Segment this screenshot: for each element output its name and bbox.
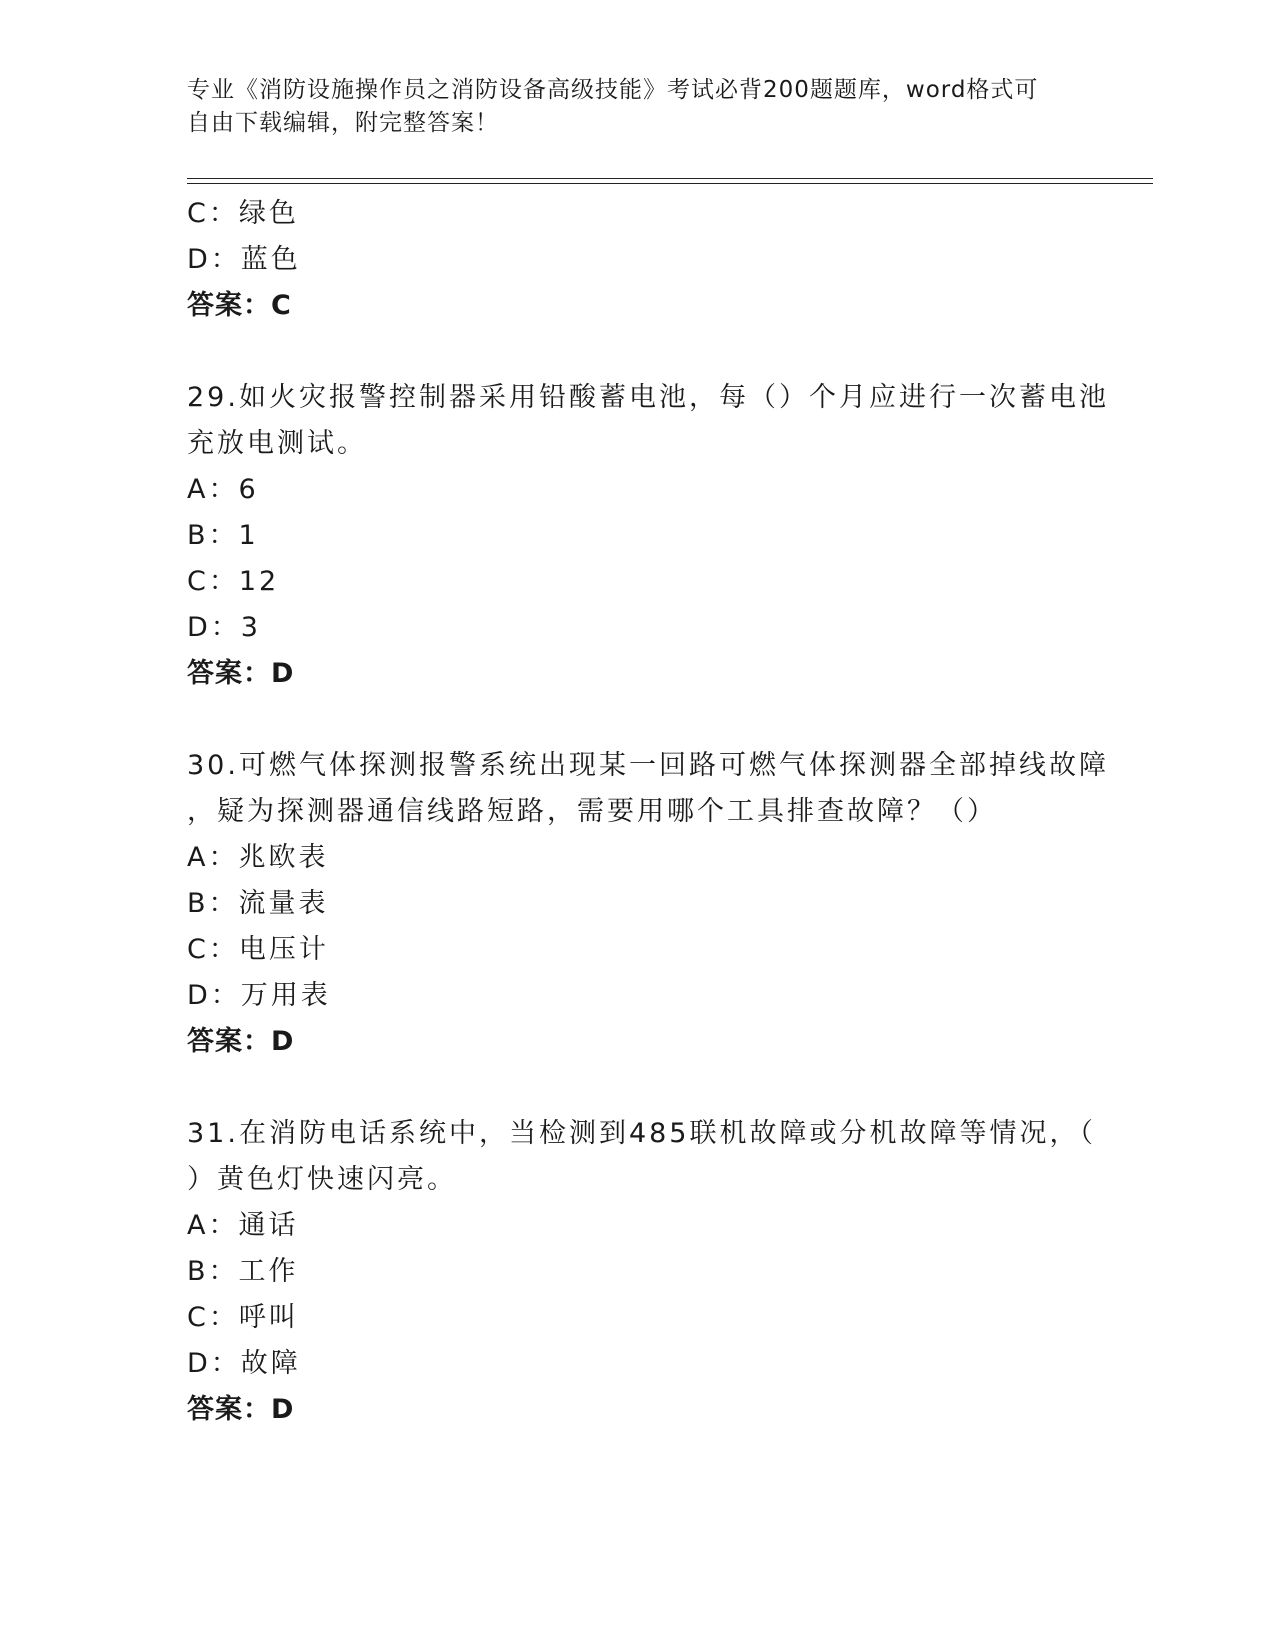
option-d: D：3 xyxy=(187,612,261,643)
header-line-2: 自由下载编辑，附完整答案！ xyxy=(187,110,499,136)
option-c: C：12 xyxy=(187,566,280,597)
option-d: D：蓝色 xyxy=(187,244,301,275)
spacer xyxy=(187,329,1087,375)
header-line-1: 专业《消防设施操作员之消防设备高级技能》考试必背200题题库，word格式可 xyxy=(187,77,1039,103)
question-31-text-line-1: 31.在消防电话系统中，当检测到485联机故障或分机故障等情况，（ xyxy=(187,1118,1096,1149)
question-29-text-line-2: 充放电测试。 xyxy=(187,428,367,459)
option-a: A：兆欧表 xyxy=(187,842,329,873)
page-header xyxy=(187,74,1067,140)
spacer xyxy=(187,697,1087,743)
option-c: C：绿色 xyxy=(187,198,299,229)
answer: 答案：D xyxy=(187,1026,295,1057)
question-30-text-line-2: ，疑为探测器通信线路短路，需要用哪个工具排查故障？（） xyxy=(187,796,997,827)
header-divider-top xyxy=(187,178,1153,179)
option-d: D：故障 xyxy=(187,1348,301,1379)
option-a: A：通话 xyxy=(187,1210,299,1241)
option-b: B：1 xyxy=(187,520,259,551)
question-31-text-line-2: ）黄色灯快速闪亮。 xyxy=(187,1164,457,1195)
option-d: D：万用表 xyxy=(187,980,331,1011)
header-divider-bottom xyxy=(187,183,1153,184)
answer: 答案：D xyxy=(187,1394,295,1425)
option-c: C：电压计 xyxy=(187,934,329,965)
question-30-text-line-1: 30.可燃气体探测报警系统出现某一回路可燃气体探测器全部掉线故障 xyxy=(187,750,1109,781)
answer: 答案：C xyxy=(187,290,292,321)
option-c: C：呼叫 xyxy=(187,1302,299,1333)
spacer xyxy=(187,1065,1087,1111)
question-29-text-line-1: 29.如火灾报警控制器采用铅酸蓄电池，每（）个月应进行一次蓄电池 xyxy=(187,382,1109,413)
option-b: B：工作 xyxy=(187,1256,299,1287)
option-a: A：6 xyxy=(187,474,259,505)
question-list xyxy=(187,191,1109,1433)
answer: 答案：D xyxy=(187,658,295,689)
option-b: B：流量表 xyxy=(187,888,329,919)
